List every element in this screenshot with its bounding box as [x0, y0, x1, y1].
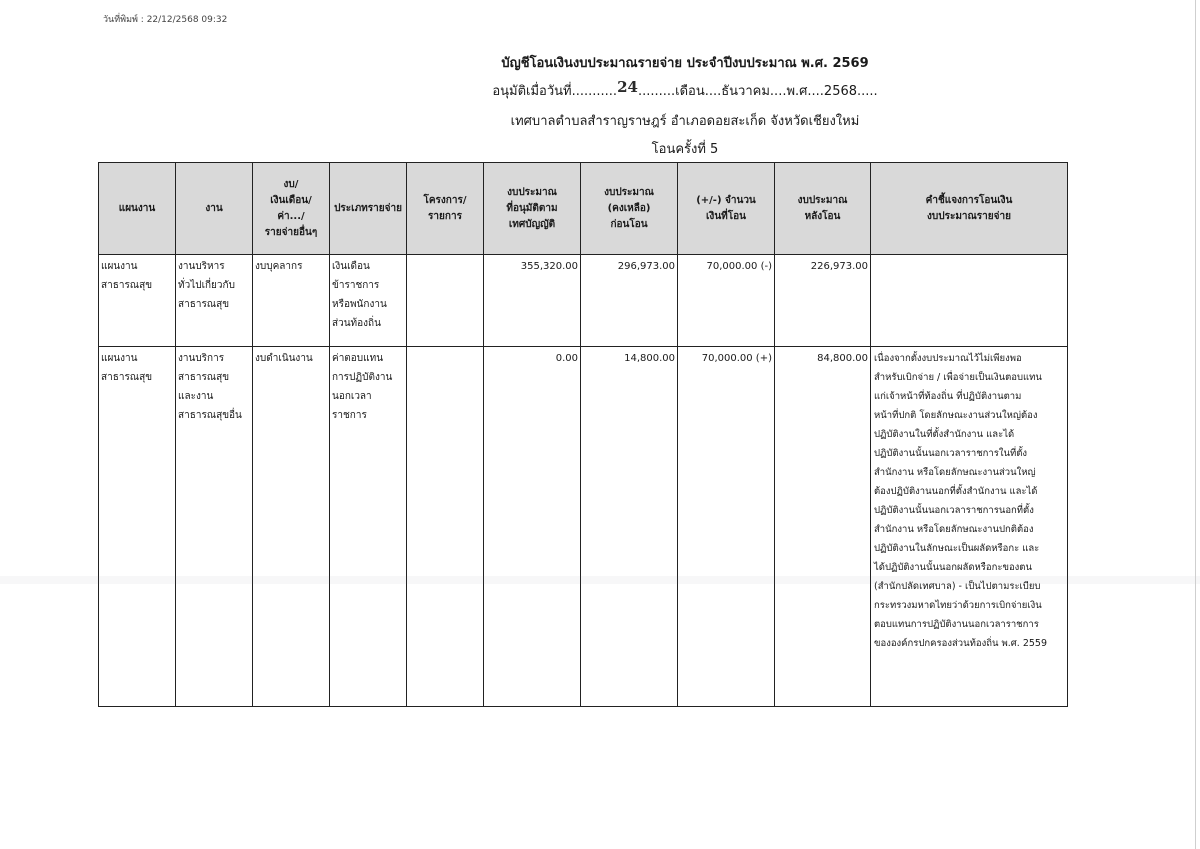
organization-name: เทศบาลตำบลสำราญราษฎร์ อำเภอดอยสะเก็ด จังหวัดเชียงใหม่	[510, 114, 860, 129]
table-header-row	[99, 163, 1068, 255]
cell-plan: แผนงาน สาธารณสุข	[99, 347, 176, 707]
cell-explanation	[871, 255, 1068, 347]
cell-approved: 0.00	[484, 347, 581, 707]
cell-transfer: 70,000.00 (-)	[678, 255, 775, 347]
cell-budget-type: งบบุคลากร	[253, 255, 330, 347]
col-header-work: งาน	[176, 163, 253, 255]
col-header-after: งบประมาณ หลังโอน	[775, 163, 871, 255]
print-date: วันที่พิมพ์ : 22/12/2568 09:32	[103, 15, 228, 25]
cell-expense-type: เงินเดือน ข้าราชการ หรือพนักงาน ส่วนท้องถิ่น	[330, 255, 407, 347]
col-header-explanation: คำชี้แจงการโอนเงิน งบประมาณรายจ่าย	[871, 163, 1068, 255]
cell-after: 84,800.00	[775, 347, 871, 707]
document-title: บัญชีโอนเงินงบประมาณรายจ่าย ประจำปีงบประมาณ พ.ศ. 2569	[501, 56, 869, 71]
cell-work: งานบริหาร ทั่วไปเกี่ยวกับ สาธารณสุข	[176, 255, 253, 347]
col-header-budget-type: งบ/ เงินเดือน/ ค่า.../ รายจ่ายอื่นๆ	[253, 163, 330, 255]
col-header-remaining: งบประมาณ (คงเหลือ) ก่อนโอน	[581, 163, 678, 255]
cell-budget-type: งบดำเนินงาน	[253, 347, 330, 707]
cell-expense-type: ค่าตอบแทน การปฏิบัติงาน นอกเวลา ราชการ	[330, 347, 407, 707]
cell-remaining: 14,800.00	[581, 347, 678, 707]
page-edge	[1195, 0, 1196, 849]
cell-plan: แผนงาน สาธารณสุข	[99, 255, 176, 347]
table-row	[99, 255, 1068, 347]
col-header-approved: งบประมาณ ที่อนุมัติตาม เทศบัญญัติ	[484, 163, 581, 255]
approval-date	[0, 80, 1200, 101]
approval-day-handwritten: 24	[617, 78, 638, 96]
col-header-plan: แผนงาน	[99, 163, 176, 255]
approval-prefix: อนุมัติเมื่อวันที่...........	[492, 84, 618, 99]
table-row	[99, 347, 1068, 707]
col-header-project: โครงการ/ รายการ	[407, 163, 484, 255]
cell-transfer: 70,000.00 (+)	[678, 347, 775, 707]
cell-work: งานบริการ สาธารณสุข และงาน สาธารณสุขอื่น	[176, 347, 253, 707]
cell-approved: 355,320.00	[484, 255, 581, 347]
cell-after: 226,973.00	[775, 255, 871, 347]
transfer-round: โอนครั้งที่ 5	[651, 142, 719, 157]
col-header-transfer: (+/-) จำนวน เงินที่โอน	[678, 163, 775, 255]
cell-remaining: 296,973.00	[581, 255, 678, 347]
budget-transfer-table	[98, 162, 1068, 707]
cell-project	[407, 347, 484, 707]
scan-artifact-band	[0, 576, 1200, 584]
col-header-expense-type: ประเภทรายจ่าย	[330, 163, 407, 255]
approval-suffix: .........เดือน....ธันวาคม....พ.ศ....2568.....	[637, 84, 878, 99]
cell-project	[407, 255, 484, 347]
cell-explanation: เนื่องจากตั้งงบประมาณไว้ไม่เพียงพอ สำหรับเบิกจ่าย / เพื่อจ่ายเป็นเงินตอบแทน แก่เจ้าหน้าที่ท้องถิ่น ที่ปฏิบัติงานตาม หน้าที่ปกติ โดยลักษณะงานส่วนใหญ่ต้อง ปฏิบัติงานในที่ตั้งสำนักงาน และได้ ปฏิบัติงานนั้นนอกเวลาราชการในที่ตั้ง สำนักงาน หรือโดยลักษณะงานส่วนใหญ่ ต้องปฏิบัติงานนอกที่ตั้งสำนักงาน และได้ ปฏิบัติงานนั้นนอกเวลาราชการนอกที่ตั้ง สำนักงาน หรือโดยลักษณะงานปกติต้อง ปฏิบัติงานในลักษณะเป็นผลัดหรือกะ และ ได้ปฏิบัติงานนั้นนอกผลัดหรือกะของตน (สำนักปลัดเทศบาล) - เป็นไปตามระเบียบ กระทรวงมหาดไทยว่าด้วยการเบิกจ่ายเงิน ตอบแทนการปฏิบัติงานนอกเวลาราชการ ขององค์กรปกครองส่วนท้องถิ่น พ.ศ. 2559	[871, 347, 1068, 707]
